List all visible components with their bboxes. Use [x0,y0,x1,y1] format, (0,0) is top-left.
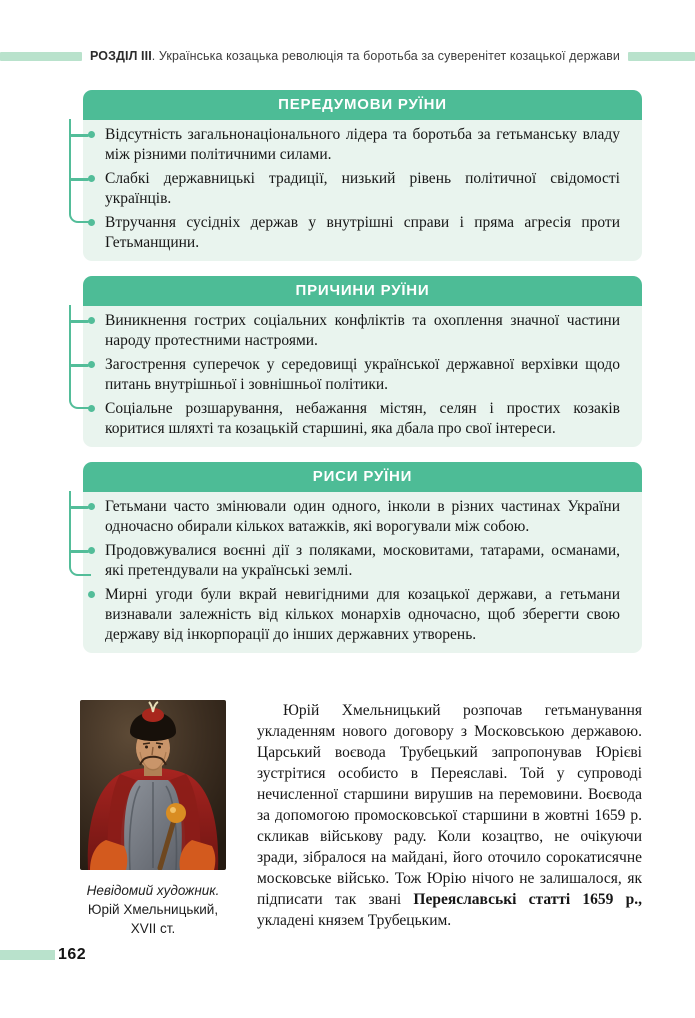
box-title: РИСИ РУЇНИ [83,462,642,492]
box-title: ПЕРЕДУМОВИ РУЇНИ [83,90,642,120]
page-number: 162 [58,946,87,963]
box-body [83,120,642,261]
box-body [83,306,642,447]
list-item: Загострення суперечок у середовищі української державної верхівки щодо питань внутрішньої і зовнішньої політики. [105,356,620,393]
page-number-row [0,946,86,964]
list-item: Мирні угоди були вкрай невигідними для козацької держави, а гетьмани визнавали залежність від кількох монархів одночасно, щоб зберегти свою державу від інкорпорації до інших державних утворень. [105,586,620,643]
header-left-bar [0,52,82,61]
paragraph-text-1: Юрій Хмельницький розпочав гетьманування укладенням нового договору з Московською державою. Царський воєвода Трубецький запропонував Юрієві зустрітися особисто в Переяславі. Той у супроводі нечисленної старшини вирушив на перемовини. Воєвода за допомогою промосковської старшини в жовтні 1659 р. скликав військову раду. Коли козацтво, не очікуючи зради, зібралося на майдані, його оточило сорокатисячне московське військо. Тож Юрію нічого не залишалося, як підписати так звані [257,702,642,908]
box-body [83,492,642,653]
figure-block [65,700,241,938]
page-number-bar [0,950,55,960]
list-item: Гетьмани часто змінювали один одного, інколи в різних частинах України одночасно обирали кількох ватажків, які ворогували між собою. [105,498,620,535]
portrait-image [80,700,226,870]
info-box-features [83,462,642,653]
info-box-causes [83,276,642,447]
list-item: Продовжувалися воєнні дії з поляками, московитами, татарами, османами, які претендували на українські землі. [105,542,620,579]
paragraph-text-2: укладені князем Трубецьким. [257,912,452,929]
list-item: Соціальне розшарування, небажання містян, селян і простих козаків коритися шляхті та козацькій старшині, яка дбала про свої інтереси. [105,400,620,437]
caption-artist: Невідомий художник. [86,883,220,898]
caption-subject: Юрій Хмельницький, [87,902,219,917]
info-box-preconditions [83,90,642,261]
list-item: Виникнення гострих соціальних конфліктів та охоплення значної частини народу протестними настроями. [105,312,620,349]
header-right-bar [628,52,695,61]
list-item: Втручання сусідніх держав у внутрішні справи і пряма агресія проти Гетьманщини. [105,214,620,251]
paragraph-bold-term: Переяславські статті 1659 р., [413,891,642,908]
figure-caption [65,881,241,938]
list-item: Відсутність загальнонаціонального лідера та боротьба за гетьманську владу між різними політичними силами. [105,126,620,163]
box-title: ПРИЧИНИ РУЇНИ [83,276,642,306]
caption-century: XVII ст. [130,921,176,936]
chapter-header [0,46,695,66]
main-paragraph [257,700,642,938]
chapter-label: РОЗДІЛ III [90,49,152,63]
bottom-section [65,700,642,938]
info-boxes [83,90,642,653]
chapter-title-text: . Українська козацька революція та боротьба за суверенітет козацької держави [151,49,620,63]
chapter-title [90,49,620,63]
list-item: Слабкі державницькі традиції, низький рівень політичної свідомості українців. [105,170,620,207]
